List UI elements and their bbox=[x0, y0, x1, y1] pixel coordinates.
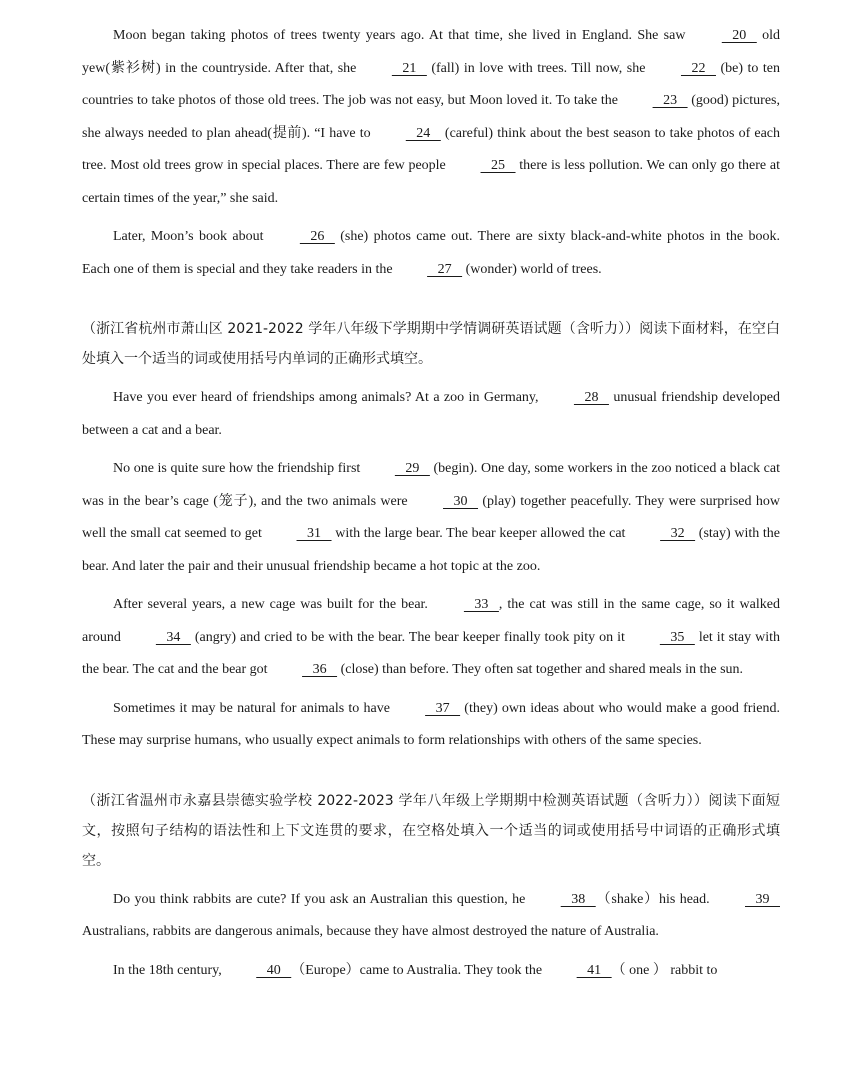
paragraph-text: No one is quite sure how the friendship first bbox=[113, 461, 364, 476]
paragraph-text: (angry) and cried to be with the bear. The bear keeper finally took pity on it bbox=[190, 629, 629, 645]
answer-blank-30[interactable]: 30 bbox=[443, 493, 479, 509]
paragraph-text: After several years, a new cage was built for the bear. bbox=[113, 597, 433, 612]
paragraph bbox=[82, 589, 780, 687]
paragraph-text: with the large bear. The bear keeper allowed the cat bbox=[331, 526, 630, 541]
paragraph-text: （shake）his head. bbox=[595, 891, 714, 907]
paragraph-text: Have you ever heard of friendships among animals? At a zoo in Germany, bbox=[113, 390, 543, 405]
paragraph-text: Later, Moon’s book about bbox=[113, 229, 269, 244]
paragraph-text: (be) to ten countries to take photos of those old trees. The job was not easy, but Moon loved it. To take the bbox=[82, 60, 780, 108]
answer-blank-21[interactable]: 21 bbox=[391, 60, 427, 76]
paragraph-text: (careful) think about the best season to take photos of each tree. Most old trees grow in special places. There are few people bbox=[82, 125, 780, 173]
answer-blank-33[interactable]: 33 bbox=[463, 597, 499, 612]
paragraph-text: (play) together peacefully. They were surprised how well the small cat seemed to get bbox=[82, 493, 780, 541]
paragraph-text: (fall) in love with trees. Till now, she bbox=[426, 60, 650, 76]
paragraph-text: Australians, rabbits are dangerous animals, because they have almost destroyed the nature of Australia. bbox=[82, 924, 659, 939]
paragraph-text: (stay) with the bear. And later the pair and their unusual friendship became a hot topic at the zoo. bbox=[82, 526, 780, 574]
paragraph-text: （ one ） rabbit to bbox=[611, 962, 718, 978]
paragraph-text: Moon began taking photos of trees twenty years ago. At that time, she lived in England. She saw bbox=[113, 28, 691, 43]
answer-blank-31[interactable]: 31 bbox=[296, 526, 332, 541]
paragraph-text: , the cat was still in the same cage, so it walked around bbox=[82, 597, 780, 645]
answer-blank-29[interactable]: 29 bbox=[394, 461, 430, 476]
paragraph-text: unusual friendship developed between a cat and a bear. bbox=[82, 390, 780, 438]
paragraph-text: (good) pictures, she always needed to plan ahead(提前). “I have to bbox=[82, 93, 780, 141]
answer-blank-25[interactable]: 25 bbox=[480, 158, 516, 173]
paragraph-text: old yew(紫衫树) in the countryside. After that, she bbox=[82, 28, 781, 76]
answer-blank-23[interactable]: 23 bbox=[652, 93, 688, 108]
document-page bbox=[82, 20, 780, 993]
answer-blank-24[interactable]: 24 bbox=[405, 125, 441, 141]
paragraph-text: Sometimes it may be natural for animals to have bbox=[113, 700, 395, 716]
paragraph bbox=[82, 693, 780, 758]
exercise-instruction: （浙江省温州市永嘉县崇德实验学校 2022-2023 学年八年级上学期期中检测英语试题（含听力））阅读下面短文，按照句子结构的语法性和上下文连贯的要求，在空格处填入一个适当的词或使用括号中词语的正确形式填空。 bbox=[82, 792, 780, 869]
answer-blank-27[interactable]: 27 bbox=[427, 261, 463, 277]
paragraph-text: (wonder) world of trees. bbox=[462, 261, 602, 277]
answer-blank-40[interactable]: 40 bbox=[256, 962, 292, 978]
answer-blank-34[interactable]: 34 bbox=[155, 629, 191, 645]
paragraph bbox=[82, 884, 780, 949]
paragraph-text: (they) own ideas about who would make a good friend. These may surprise humans, who usually expect animals to form relationships with others of the same species. bbox=[82, 700, 781, 748]
answer-blank-39[interactable]: 39 bbox=[745, 891, 780, 907]
answer-blank-22[interactable]: 22 bbox=[680, 60, 716, 76]
paragraph-text: (she) photos came out. There are sixty black-and-white photos in the book. Each one of them is special and they take readers in the bbox=[82, 229, 780, 277]
exercise-instruction: （浙江省杭州市萧山区 2021-2022 学年八年级下学期期中学情调研英语试题（含听力））阅读下面材料，在空白处填入一个适当的词或使用括号内单词的正确形式填空。 bbox=[82, 321, 780, 367]
paragraph bbox=[82, 382, 780, 447]
paragraph-text: In the 18th century, bbox=[113, 962, 226, 978]
paragraph-text: Do you think rabbits are cute? If you ask an Australian this question, he bbox=[113, 891, 530, 907]
paragraph-text: (close) than before. They often sat together and shared meals in the sun. bbox=[337, 662, 744, 677]
paragraph bbox=[82, 221, 780, 286]
answer-blank-32[interactable]: 32 bbox=[660, 526, 696, 541]
answer-blank-26[interactable]: 26 bbox=[299, 229, 335, 244]
paragraph bbox=[82, 453, 780, 583]
answer-blank-20[interactable]: 20 bbox=[721, 28, 757, 43]
answer-blank-38[interactable]: 38 bbox=[560, 891, 596, 907]
answer-blank-35[interactable]: 35 bbox=[659, 629, 695, 645]
paragraph-text: there is less pollution. We can only go there at certain times of the year,” she said. bbox=[82, 158, 780, 206]
answer-blank-28[interactable]: 28 bbox=[573, 390, 609, 405]
paragraph bbox=[82, 955, 780, 988]
paragraph bbox=[82, 20, 780, 215]
paragraph-text: let it stay with the bear. The cat and the bear got bbox=[82, 629, 780, 677]
paragraph-text: （Europe）came to Australia. They took the bbox=[291, 962, 546, 978]
answer-blank-41[interactable]: 41 bbox=[576, 962, 612, 978]
answer-blank-37[interactable]: 37 bbox=[425, 700, 461, 716]
paragraph-text: (begin). One day, some workers in the zoo noticed a black cat was in the bear’s cage (笼子), and the two animals were bbox=[82, 461, 780, 509]
answer-blank-36[interactable]: 36 bbox=[302, 662, 338, 677]
